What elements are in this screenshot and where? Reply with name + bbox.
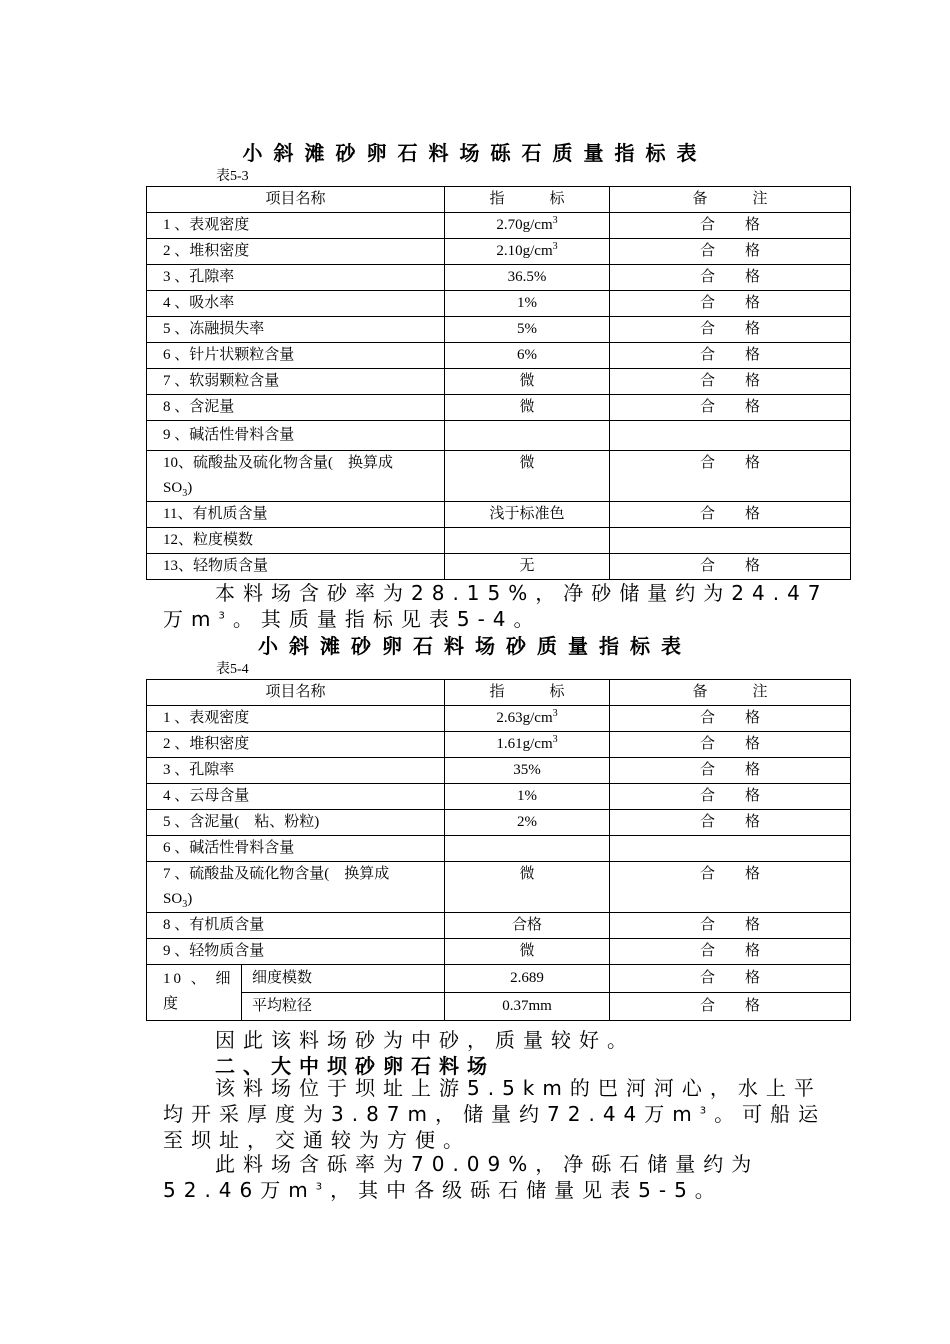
note-cell: 合 格: [610, 862, 851, 913]
paragraph-location: 该料场位于坝址上游5.5km的巴河河心，水上平均开采厚度为3.87m，储量约72.44万$m^3$。可船运至坝址，交通较为方便。: [163, 1076, 827, 1152]
table-row: [147, 213, 851, 239]
note-cell: 合 格: [610, 965, 851, 993]
header-value: 指 标: [445, 680, 610, 706]
table-row: [147, 451, 851, 502]
value-cell: 微: [445, 451, 610, 502]
table-row: [147, 913, 851, 939]
table-row: [147, 265, 851, 291]
item-name-cell: 7 、硫酸盐及硫化物含量( 换算成 $SO_3$): [147, 862, 445, 913]
table-row: [147, 528, 851, 554]
table-row: [147, 291, 851, 317]
table-row: [147, 784, 851, 810]
sub-item-name-cell: 平均粒径: [242, 993, 445, 1021]
table-row: [147, 706, 851, 732]
note-cell: 合 格: [610, 343, 851, 369]
table-row: [147, 732, 851, 758]
table-row: [147, 369, 851, 395]
item-name-cell: 1 、表观密度: [147, 213, 445, 239]
table-row: [147, 502, 851, 528]
item-name-cell: 3 、孔隙率: [147, 265, 445, 291]
value-cell: 6%: [445, 343, 610, 369]
note-cell: [610, 528, 851, 554]
item-name-cell: 8 、含泥量: [147, 395, 445, 421]
value-cell: 1%: [445, 291, 610, 317]
note-cell: [610, 836, 851, 862]
item-name-cell: 10、硫酸盐及硫化物含量( 换算成 $SO_3$): [147, 451, 445, 502]
table-row: [147, 239, 851, 265]
item-name-cell: 9 、碱活性骨料含量: [147, 421, 445, 451]
value-cell: 0.37mm: [445, 993, 610, 1021]
table-row: [147, 810, 851, 836]
header-name: 项目名称: [147, 680, 445, 706]
value-cell: 5%: [445, 317, 610, 343]
note-cell: 合 格: [610, 451, 851, 502]
paragraph-conclusion: 因此该料场砂为中砂，质量较好。: [215, 1028, 635, 1052]
item-name-cell: 6 、碱活性骨料含量: [147, 836, 445, 862]
note-cell: 合 格: [610, 502, 851, 528]
note-cell: [610, 421, 851, 451]
note-cell: 合 格: [610, 291, 851, 317]
value-cell: 微: [445, 395, 610, 421]
note-cell: 合 格: [610, 554, 851, 580]
value-cell: $2.10g/cm^3$: [445, 239, 610, 265]
sub-item-name-cell: 细度模数: [242, 965, 445, 993]
note-cell: 合 格: [610, 732, 851, 758]
table-row: [147, 993, 851, 1021]
table2-header: [147, 680, 851, 706]
item-name-cell: 8 、有机质含量: [147, 913, 445, 939]
table-row: [147, 395, 851, 421]
note-cell: 合 格: [610, 395, 851, 421]
table-row: [147, 554, 851, 580]
table-row: [147, 317, 851, 343]
item-name-cell: 11、有机质含量: [147, 502, 445, 528]
table2-label: 表5-4: [216, 662, 249, 677]
table-row: [147, 758, 851, 784]
value-cell: [445, 421, 610, 451]
item-name-cell: 5 、含泥量( 粘、粉粒): [147, 810, 445, 836]
value-cell: $1.61g/cm^3$: [445, 732, 610, 758]
table-row: [147, 965, 851, 993]
header-name: 项目名称: [147, 187, 445, 213]
value-cell: $2.63g/cm^3$: [445, 706, 610, 732]
table1-title: 小斜滩砂卵石料场砾石质量指标表: [242, 141, 708, 165]
table1-header: [147, 187, 851, 213]
item-name-cell: 13、轻物质含量: [147, 554, 445, 580]
value-cell: 无: [445, 554, 610, 580]
item-name-cell: 9 、轻物质含量: [147, 939, 445, 965]
value-cell: 微: [445, 862, 610, 913]
item-name-cell: 12、粒度模数: [147, 528, 445, 554]
value-cell: 微: [445, 369, 610, 395]
group-label-cell: 10 、 细 度: [147, 965, 242, 1021]
value-cell: 浅于标准色: [445, 502, 610, 528]
value-cell: 35%: [445, 758, 610, 784]
header-note: 备 注: [610, 680, 851, 706]
value-cell: 36.5%: [445, 265, 610, 291]
paragraph-gravel: 此料场含砾率为70.09%，净砾石储量约为52.46万$m^3$，其中各级砾石储量见表5-5。: [163, 1152, 760, 1202]
item-name-cell: 3 、孔隙率: [147, 758, 445, 784]
note-cell: 合 格: [610, 784, 851, 810]
table-row: [147, 939, 851, 965]
note-cell: 合 格: [610, 758, 851, 784]
item-name-cell: 2 、堆积密度: [147, 239, 445, 265]
note-cell: 合 格: [610, 706, 851, 732]
note-cell: 合 格: [610, 265, 851, 291]
section-heading: 二、大中坝砂卵石料场: [215, 1054, 495, 1078]
table-row: [147, 421, 851, 451]
table-row: [147, 862, 851, 913]
item-name-cell: 1 、表观密度: [147, 706, 445, 732]
table2: [146, 679, 851, 1021]
item-name-cell: 7 、软弱颗粒含量: [147, 369, 445, 395]
note-cell: 合 格: [610, 939, 851, 965]
note-cell: 合 格: [610, 369, 851, 395]
note-cell: 合 格: [610, 239, 851, 265]
note-cell: 合 格: [610, 913, 851, 939]
value-cell: $2.70g/cm^3$: [445, 213, 610, 239]
paragraph-sand-content: 本料场含砂率为28.15%，净砂储量约为24.47万$m^3$。其质量指标见表5-4。: [163, 581, 829, 631]
value-cell: 合格: [445, 913, 610, 939]
item-name-cell: 4 、云母含量: [147, 784, 445, 810]
table-row: [147, 836, 851, 862]
table-row: [147, 343, 851, 369]
value-cell: 2.689: [445, 965, 610, 993]
note-cell: 合 格: [610, 317, 851, 343]
value-cell: 2%: [445, 810, 610, 836]
item-name-cell: 4 、吸水率: [147, 291, 445, 317]
value-cell: 1%: [445, 784, 610, 810]
value-cell: [445, 528, 610, 554]
table1: [146, 186, 851, 580]
note-cell: 合 格: [610, 213, 851, 239]
value-cell: 微: [445, 939, 610, 965]
header-note: 备 注: [610, 187, 851, 213]
table1-label: 表5-3: [216, 169, 249, 184]
item-name-cell: 6 、针片状颗粒含量: [147, 343, 445, 369]
table2-title: 小斜滩砂卵石料场砂质量指标表: [258, 634, 692, 658]
item-name-cell: 2 、堆积密度: [147, 732, 445, 758]
note-cell: 合 格: [610, 810, 851, 836]
value-cell: [445, 836, 610, 862]
header-value: 指 标: [445, 187, 610, 213]
item-name-cell: 5 、冻融损失率: [147, 317, 445, 343]
note-cell: 合 格: [610, 993, 851, 1021]
